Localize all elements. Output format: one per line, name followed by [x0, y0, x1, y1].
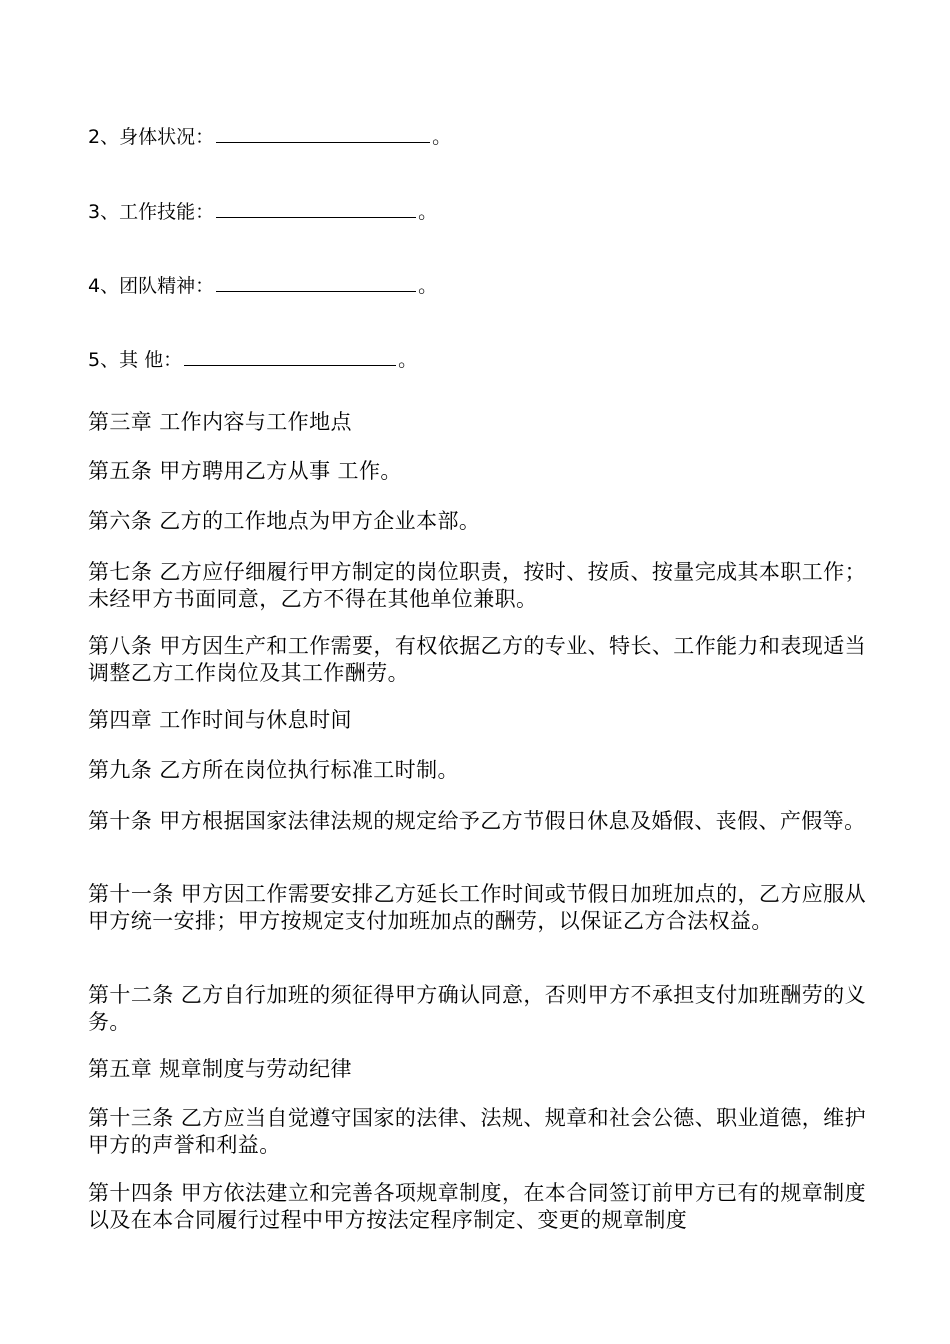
article-11: 第十一条 甲方因工作需要安排乙方延长工作时间或节假日加班加点的，乙方应服从甲方统一安排；甲方按规定支付加班加点的酬劳，以保证乙方合法权益。 [88, 882, 866, 933]
field-teamwork [88, 273, 437, 299]
field-skills-blank[interactable] [216, 199, 416, 218]
article-9: 第九条 乙方所在岗位执行标准工时制。 [88, 758, 459, 782]
article-5: 第五条 甲方聘用乙方从事 工作。 [88, 459, 402, 483]
field-skills-label: 3、工作技能： [88, 201, 215, 223]
field-health-blank[interactable] [216, 124, 430, 143]
field-health [88, 124, 451, 150]
article-12: 第十二条 乙方自行加班的须征得甲方确认同意，否则甲方不承担支付加班酬劳的义务。 [88, 983, 866, 1034]
field-other-blank[interactable] [184, 347, 396, 366]
field-teamwork-end: 。 [418, 275, 438, 297]
field-skills [88, 199, 437, 225]
field-other [88, 347, 417, 373]
article-13: 第十三条 乙方应当自觉遵守国家的法律、法规、规章和社会公德、职业道德，维护甲方的声誉和利益。 [88, 1106, 866, 1157]
article-10: 第十条 甲方根据国家法律法规的规定给予乙方节假日休息及婚假、丧假、产假等。 [88, 809, 866, 833]
article-14: 第十四条 甲方依法建立和完善各项规章制度，在本合同签订前甲方已有的规章制度以及在本合同履行过程中甲方按法定程序制定、变更的规章制度 [88, 1181, 866, 1232]
article-8: 第八条 甲方因生产和工作需要，有权依据乙方的专业、特长、工作能力和表现适当调整乙方工作岗位及其工作酬劳。 [88, 634, 866, 685]
field-health-end: 。 [432, 126, 452, 148]
article-6: 第六条 乙方的工作地点为甲方企业本部。 [88, 509, 481, 533]
chapter-5-heading: 第五章 规章制度与劳动纪律 [88, 1057, 352, 1081]
field-other-end: 。 [398, 349, 418, 371]
field-teamwork-blank[interactable] [216, 273, 416, 292]
field-skills-end: 。 [418, 201, 438, 223]
field-other-label: 5、其 他： [88, 349, 183, 371]
field-teamwork-label: 4、团队精神： [88, 275, 215, 297]
article-7: 第七条 乙方应仔细履行甲方制定的岗位职责，按时、按质、按量完成其本职工作；未经甲方书面同意，乙方不得在其他单位兼职。 [88, 560, 866, 611]
chapter-3-heading: 第三章 工作内容与工作地点 [88, 410, 352, 434]
chapter-4-heading: 第四章 工作时间与休息时间 [88, 708, 352, 732]
field-health-label: 2、身体状况： [88, 126, 215, 148]
